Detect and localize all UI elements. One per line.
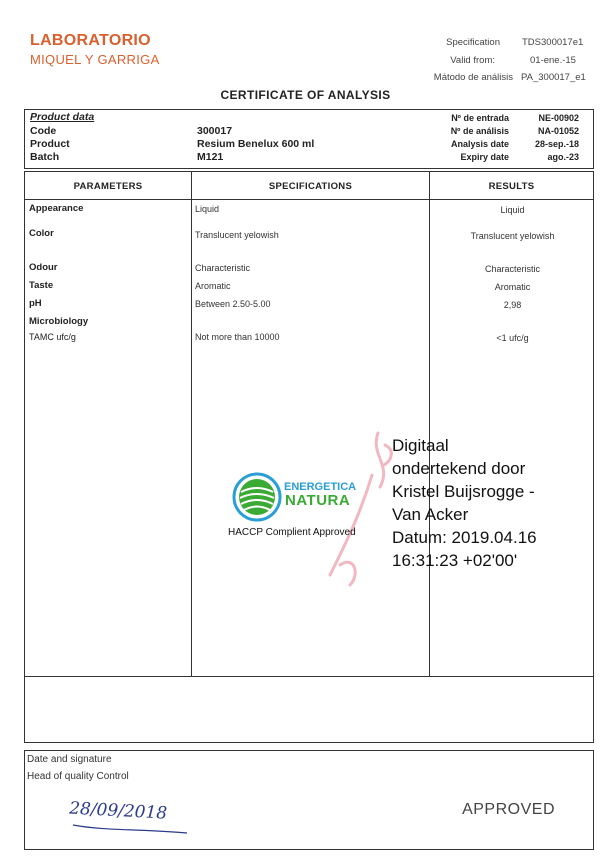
product-value-entrada: NE-00902 bbox=[538, 113, 579, 123]
result-ph: 2,98 bbox=[503, 300, 522, 310]
spec-appearance: Liquid bbox=[195, 204, 220, 214]
meta-value-specification: TDS300017e1 bbox=[522, 37, 584, 48]
digital-signature-line: Digitaal bbox=[392, 436, 449, 455]
product-value-analysis-date: 28-sep.-18 bbox=[534, 139, 579, 149]
spec-color: Translucent yelowish bbox=[195, 230, 279, 240]
energetica-natura-globe-icon bbox=[232, 472, 282, 522]
digital-signature-line: 16:31:23 +02'00' bbox=[392, 551, 518, 570]
product-value-code: 300017 bbox=[197, 125, 233, 137]
product-value-expiry-date: ago.-23 bbox=[547, 152, 579, 162]
svg-text:28/09/2018: 28/09/2018 bbox=[68, 798, 168, 824]
header-divider bbox=[25, 199, 593, 200]
product-label-code: Code bbox=[30, 125, 57, 137]
header-results: RESULTS bbox=[488, 181, 535, 192]
result-color: Translucent yelowish bbox=[470, 231, 555, 241]
spec-ph: Between 2.50-5.00 bbox=[195, 299, 271, 309]
signature-label-head: Head of quality Control bbox=[27, 771, 129, 782]
meta-label-valid-from: Valid from: bbox=[450, 55, 495, 66]
haccp-caption: HACCP Complient Approved bbox=[228, 527, 356, 538]
param-appearance: Appearance bbox=[29, 203, 84, 214]
signature-label-date: Date and signature bbox=[27, 754, 112, 765]
spec-taste: Aromatic bbox=[195, 281, 231, 291]
header-specifications: SPECIFICATIONS bbox=[268, 181, 353, 192]
product-label-batch: Batch bbox=[30, 151, 60, 163]
logo-text-natura: NATURA bbox=[285, 492, 351, 509]
product-label-product: Product bbox=[30, 138, 70, 150]
certificate-title: CERTIFICATE OF ANALYSIS bbox=[220, 88, 391, 102]
digital-signature-line: Datum: 2019.04.16 bbox=[392, 528, 537, 547]
result-tamc: <1 ufc/g bbox=[496, 333, 529, 343]
product-data-title: Product data bbox=[30, 111, 95, 123]
spec-tamc: Not more than 10000 bbox=[195, 332, 280, 342]
approved-status: APPROVED bbox=[462, 801, 555, 818]
product-label-entrada: Nº de entrada bbox=[451, 113, 509, 123]
handwritten-date bbox=[65, 795, 215, 835]
product-value-product: Resium Benelux 600 ml bbox=[197, 138, 315, 150]
meta-label-specification: Specification bbox=[446, 37, 500, 48]
digital-signature-line: ondertekend door bbox=[392, 459, 526, 478]
product-value-batch: M121 bbox=[197, 151, 224, 163]
digital-signature-line: Van Acker bbox=[392, 505, 469, 524]
result-taste: Aromatic bbox=[494, 282, 531, 292]
product-label-analysis-date: Analysis date bbox=[450, 139, 509, 149]
param-microbiology: Microbiology bbox=[29, 316, 89, 327]
spec-odour: Characteristic bbox=[195, 263, 251, 273]
param-tamc: TAMC ufc/g bbox=[29, 332, 76, 342]
column-divider-2 bbox=[429, 172, 430, 676]
meta-value-method: PA_300017_e1 bbox=[521, 72, 586, 83]
signature-box bbox=[24, 750, 594, 850]
column-divider-1 bbox=[191, 172, 192, 676]
result-odour: Characteristic bbox=[484, 264, 540, 274]
table-bottom-divider bbox=[25, 676, 593, 677]
product-value-analisis: NA-01052 bbox=[537, 126, 579, 136]
product-data-box bbox=[24, 109, 594, 169]
meta-label-method: Mátodo de análisis bbox=[433, 72, 513, 83]
param-color: Color bbox=[29, 228, 54, 239]
logo-text-energetica: ENERGETICA bbox=[284, 481, 357, 493]
product-label-expiry-date: Expiry date bbox=[460, 152, 509, 162]
result-appearance: Liquid bbox=[500, 205, 525, 215]
digital-signature bbox=[392, 434, 607, 572]
lab-name: LABORATORIO bbox=[30, 32, 151, 49]
param-taste: Taste bbox=[29, 280, 54, 291]
param-ph: pH bbox=[29, 298, 42, 309]
product-label-analisis: Nº de análisis bbox=[450, 126, 509, 136]
meta-value-valid-from: 01-ene.-15 bbox=[530, 55, 576, 66]
lab-subtitle: MIQUEL Y GARRIGA bbox=[30, 52, 160, 67]
param-odour: Odour bbox=[29, 262, 58, 273]
header-parameters: PARAMETERS bbox=[73, 181, 143, 192]
digital-signature-line: Kristel Buijsrogge - bbox=[392, 482, 535, 501]
